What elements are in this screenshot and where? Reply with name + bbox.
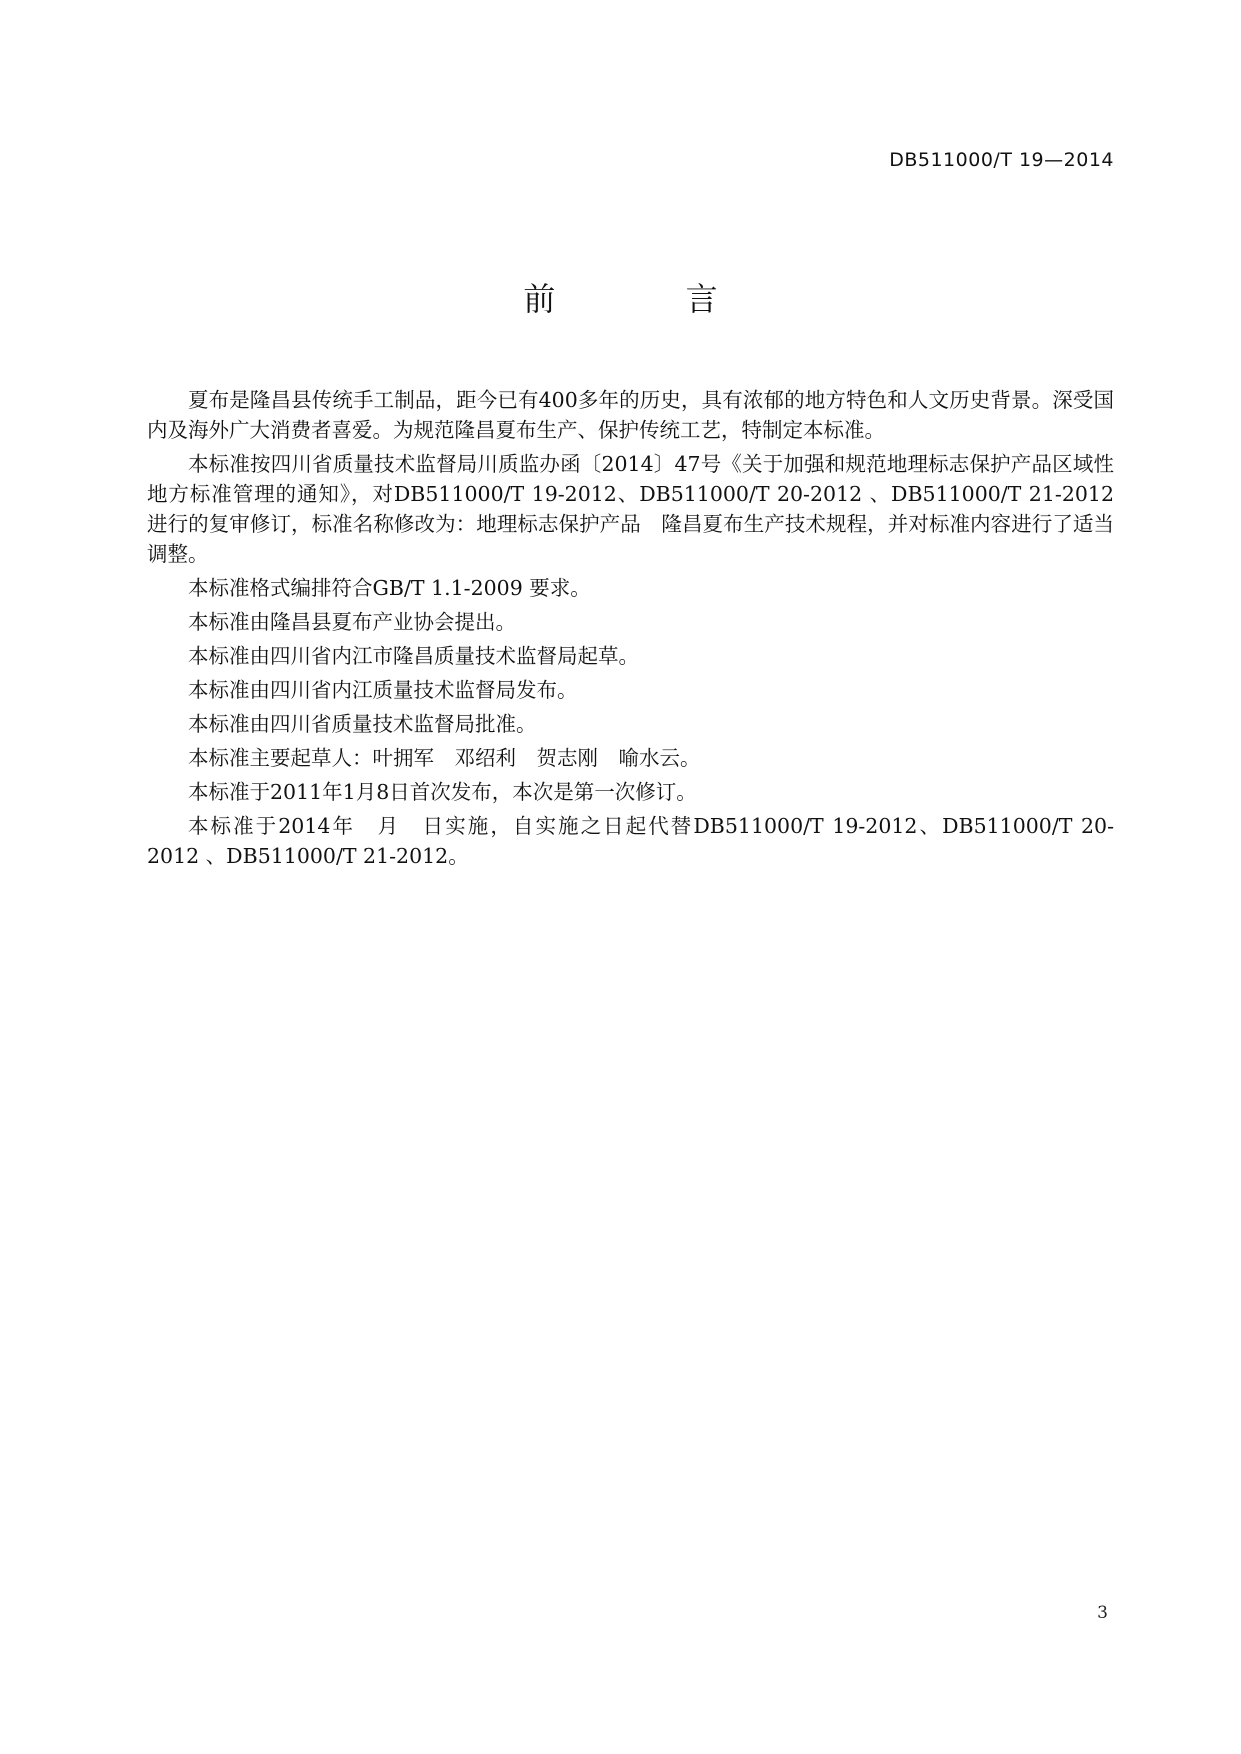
paragraph-publisher: 本标准由四川省内江质量技术监督局发布。 (188, 678, 578, 702)
paragraph-first-release: 本标准于2011年1月8日首次发布，本次是第一次修订。 (188, 780, 697, 804)
paragraph-revision: 本标准按四川省质量技术监督局川质监办函〔2014〕47号《关于加强和规范地理标志保护产品区域性地方标准管理的通知》，对DB511000/T 19-2012、DB511000/T 20-2012 、DB511000/T 21-2012进行的复审修订，标准名称修改为：地理标志保护产品 隆昌夏布生产技术规程，并对标准内容进行了适当调整。 (147, 452, 1114, 566)
paragraph-proposer: 本标准由隆昌县夏布产业协会提出。 (188, 610, 516, 634)
paragraph-implementation: 本标准于2014年 月 日实施，自实施之日起代替DB511000/T 19-2012、DB511000/T 20-2012 、DB511000/T 21-2012。 (147, 814, 1114, 868)
paragraph-drafter-org: 本标准由四川省内江市隆昌质量技术监督局起草。 (188, 644, 639, 668)
foreword-body (147, 385, 1114, 875)
page-number: 3 (1097, 1603, 1108, 1623)
document-code: DB511000/T 19—2014 (889, 149, 1114, 171)
paragraph-drafters: 本标准主要起草人：叶拥军 邓绍利 贺志刚 喻水云。 (188, 746, 701, 770)
paragraph-format: 本标准格式编排符合GB/T 1.1-2009 要求。 (188, 576, 591, 600)
page-title: 前 言 (523, 280, 778, 318)
paragraph-approver: 本标准由四川省质量技术监督局批准。 (188, 712, 537, 736)
paragraph-intro: 夏布是隆昌县传统手工制品，距今已有400多年的历史，具有浓郁的地方特色和人文历史背景。深受国内及海外广大消费者喜爱。为规范隆昌夏布生产、保护传统工艺，特制定本标准。 (147, 388, 1114, 442)
